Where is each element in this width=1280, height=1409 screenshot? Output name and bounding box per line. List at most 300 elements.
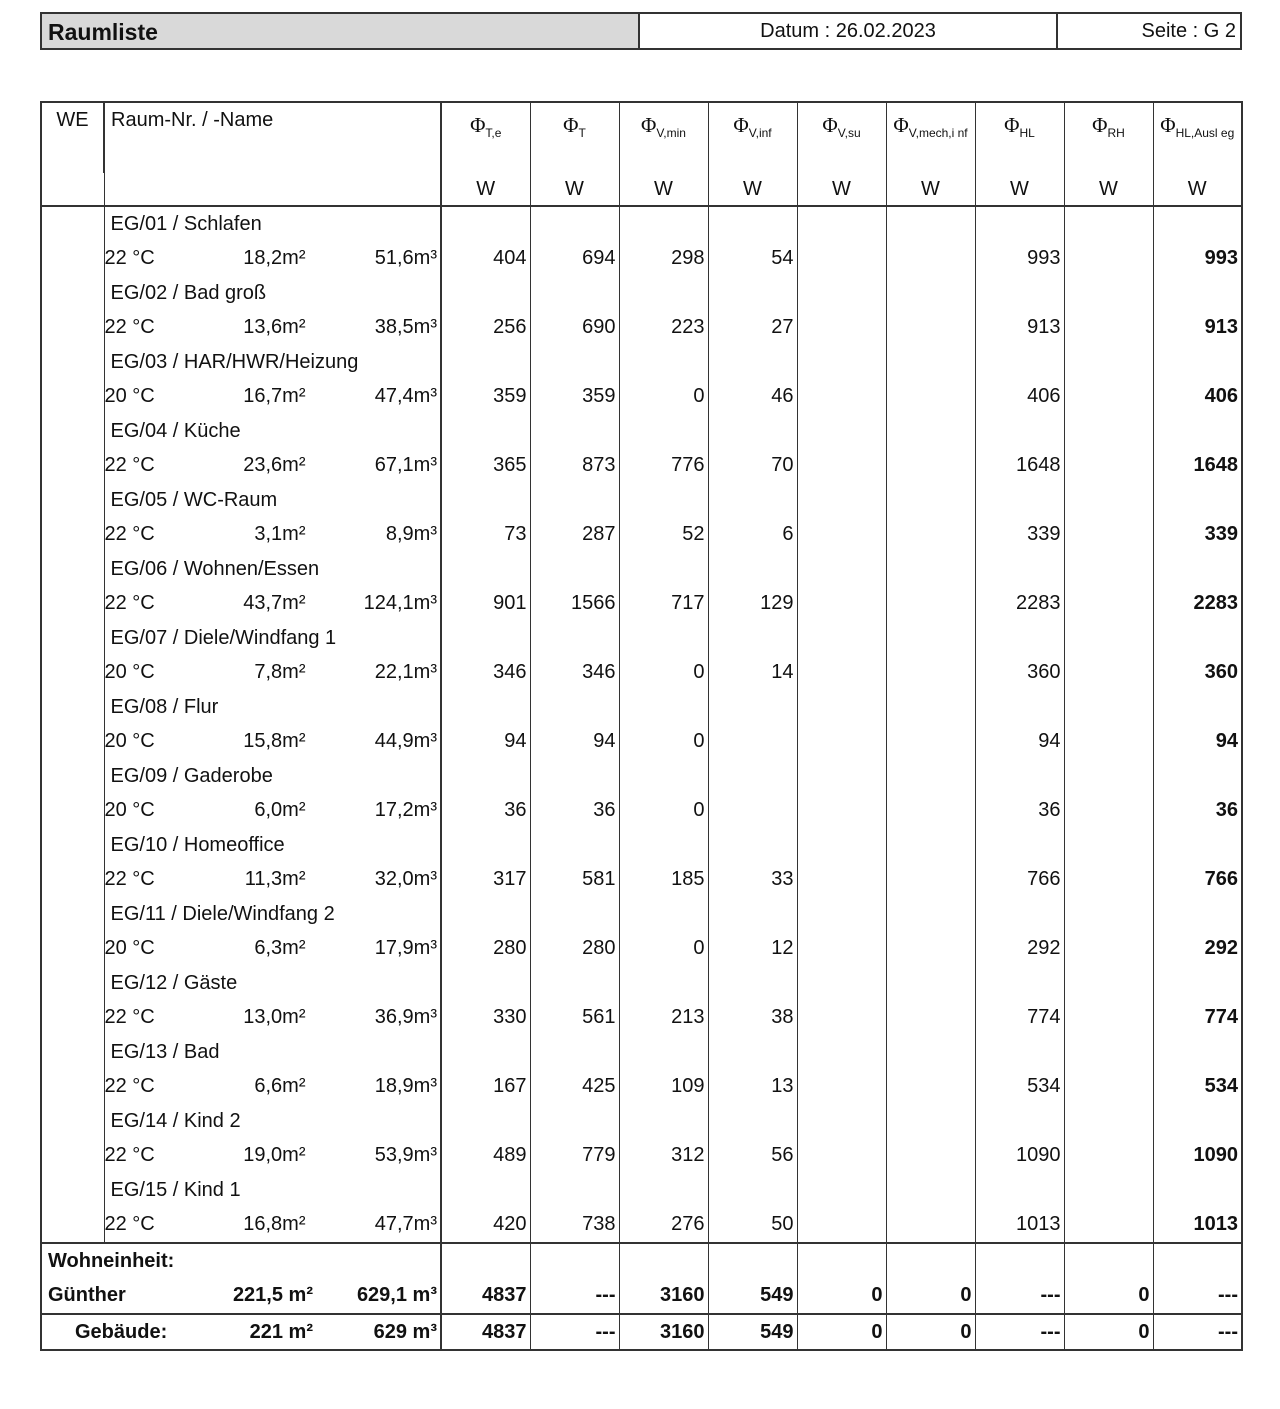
value-cell: 489 (441, 1139, 530, 1174)
value-cell: 766 (1153, 863, 1242, 898)
value-cell: 312 (619, 1139, 708, 1174)
value-cell (797, 518, 886, 553)
room-temperature: 22 °C (104, 523, 155, 546)
value-cell (1064, 1070, 1153, 1105)
room-dimensions (104, 242, 441, 277)
value-cell (530, 552, 619, 587)
we-cell (41, 1070, 104, 1105)
room-temperature: 20 °C (104, 730, 155, 753)
value-cell (708, 1243, 797, 1279)
room-area: 6,6m² (254, 1075, 306, 1098)
value-cell (797, 1208, 886, 1244)
value-cell (886, 966, 975, 1001)
room-volume: 67,1m³ (374, 454, 437, 477)
value-cell: 993 (1153, 242, 1242, 277)
unit-summary-row (41, 1279, 1242, 1315)
room-data-row (41, 1001, 1242, 1036)
room-name-row (41, 552, 1242, 587)
value-cell (1153, 1173, 1242, 1208)
col-name-header: Raum-Nr. / -Name (104, 102, 441, 173)
value-cell (530, 345, 619, 380)
value-cell (886, 380, 975, 415)
value-cell (708, 414, 797, 449)
value-cell: 12 (708, 932, 797, 967)
value-cell (441, 1104, 530, 1139)
value-cell (1064, 414, 1153, 449)
value-cell (797, 276, 886, 311)
value-cell: 46 (708, 380, 797, 415)
we-cell (41, 1173, 104, 1208)
value-cell (886, 690, 975, 725)
room-temperature: 22 °C (104, 1075, 155, 1098)
value-cell (1064, 656, 1153, 691)
room-name-row (41, 206, 1242, 242)
value-cell: 280 (441, 932, 530, 967)
value-cell: 0 (797, 1314, 886, 1350)
value-cell: 298 (619, 242, 708, 277)
value-cell (1064, 1173, 1153, 1208)
value-cell (886, 311, 975, 346)
value-cell: --- (530, 1279, 619, 1315)
value-cell: 292 (1153, 932, 1242, 967)
value-cell: 766 (975, 863, 1064, 898)
room-list-table (40, 101, 1243, 1351)
value-cell (886, 1001, 975, 1036)
unit-cell: W (708, 173, 797, 206)
we-cell (41, 794, 104, 829)
value-cell (797, 345, 886, 380)
value-cell (1064, 690, 1153, 725)
value-cell: 1648 (1153, 449, 1242, 484)
room-data-row (41, 449, 1242, 484)
col-header-phi-v-su: $\Phi_{V,su}$ (797, 102, 886, 173)
value-cell (619, 759, 708, 794)
value-cell: 1013 (975, 1208, 1064, 1244)
value-cell: 717 (619, 587, 708, 622)
value-cell: 36 (530, 794, 619, 829)
value-cell: 1566 (530, 587, 619, 622)
we-cell (41, 552, 104, 587)
value-cell (441, 414, 530, 449)
value-cell: 359 (441, 380, 530, 415)
col-header-phi-v-min: $\Phi_{V,min}$ (619, 102, 708, 173)
room-dimensions (104, 863, 441, 898)
value-cell: 223 (619, 311, 708, 346)
value-cell (975, 414, 1064, 449)
value-cell: 359 (530, 380, 619, 415)
value-cell (797, 897, 886, 932)
room-area: 13,6m² (243, 316, 306, 339)
value-cell: 6 (708, 518, 797, 553)
room-temperature: 22 °C (104, 316, 155, 339)
value-cell (708, 897, 797, 932)
room-name-row (41, 483, 1242, 518)
value-cell: 774 (1153, 1001, 1242, 1036)
value-cell (797, 1173, 886, 1208)
value-cell: 365 (441, 449, 530, 484)
value-cell (619, 897, 708, 932)
value-cell (619, 414, 708, 449)
value-cell (886, 863, 975, 898)
room-volume: 124,1m³ (363, 592, 437, 615)
room-name-row (41, 1173, 1242, 1208)
we-cell (41, 1208, 104, 1244)
room-temperature: 22 °C (104, 592, 155, 615)
room-volume: 47,4m³ (374, 385, 437, 408)
value-cell (797, 449, 886, 484)
value-cell: 339 (975, 518, 1064, 553)
value-cell (975, 759, 1064, 794)
room-name-row (41, 897, 1242, 932)
col-header-phi-hl-ausl-eg: $\Phi_{HL,Ausl eg}$ (1153, 102, 1242, 173)
value-cell: 0 (619, 794, 708, 829)
value-cell (975, 1243, 1064, 1279)
value-cell (708, 1104, 797, 1139)
value-cell: 3160 (619, 1314, 708, 1350)
gebaeude-totals (41, 1314, 441, 1350)
value-cell (797, 621, 886, 656)
value-cell (1064, 449, 1153, 484)
value-cell (530, 759, 619, 794)
room-dimensions (104, 311, 441, 346)
value-cell (1064, 1001, 1153, 1036)
room-name-row (41, 414, 1242, 449)
value-cell (886, 932, 975, 967)
room-volume: 44,9m³ (374, 730, 437, 753)
room-area: 16,8m² (243, 1213, 306, 1236)
value-cell: 109 (619, 1070, 708, 1105)
we-cell (41, 1001, 104, 1036)
value-cell: 13 (708, 1070, 797, 1105)
room-name: EG/01 / Schlafen (110, 212, 262, 235)
value-cell (530, 1035, 619, 1070)
room-dimensions (104, 1208, 441, 1244)
room-dimensions (104, 449, 441, 484)
value-cell (1064, 794, 1153, 829)
value-cell (975, 966, 1064, 1001)
wohneinheit-totals (41, 1279, 441, 1315)
value-cell: 50 (708, 1208, 797, 1244)
room-temperature: 20 °C (104, 661, 155, 684)
value-cell: 690 (530, 311, 619, 346)
value-cell (797, 242, 886, 277)
value-cell: 94 (530, 725, 619, 760)
value-cell (530, 483, 619, 518)
value-cell: 317 (441, 863, 530, 898)
we-cell (41, 311, 104, 346)
value-cell (1064, 552, 1153, 587)
value-cell (886, 621, 975, 656)
value-cell: 993 (975, 242, 1064, 277)
col-header-phi-rh: $\Phi_{RH}$ (1064, 102, 1153, 173)
room-name: EG/15 / Kind 1 (110, 1178, 241, 1201)
value-cell (886, 206, 975, 242)
we-cell (41, 518, 104, 553)
value-cell (441, 1035, 530, 1070)
value-cell: 94 (441, 725, 530, 760)
wohneinheit-volume: 629,1 m³ (356, 1284, 437, 1307)
we-cell (41, 1035, 104, 1070)
value-cell: --- (1153, 1314, 1242, 1350)
value-cell (886, 483, 975, 518)
value-cell (975, 483, 1064, 518)
value-cell (797, 414, 886, 449)
we-cell (41, 449, 104, 484)
value-cell (619, 966, 708, 1001)
room-temperature: 22 °C (104, 454, 155, 477)
value-cell (619, 1243, 708, 1279)
value-cell (975, 1173, 1064, 1208)
we-cell (41, 863, 104, 898)
value-cell (530, 206, 619, 242)
room-volume: 32,0m³ (374, 868, 437, 891)
value-cell: 406 (975, 380, 1064, 415)
room-volume: 36,9m³ (374, 1006, 437, 1029)
value-cell: 2283 (1153, 587, 1242, 622)
value-cell: 404 (441, 242, 530, 277)
value-cell (441, 552, 530, 587)
value-cell: 292 (975, 932, 1064, 967)
value-cell (530, 621, 619, 656)
value-cell (530, 1173, 619, 1208)
room-area: 18,2m² (243, 247, 306, 270)
value-cell (797, 380, 886, 415)
gebaeude-area: 221 m² (249, 1320, 313, 1343)
value-cell (886, 897, 975, 932)
room-data-row (41, 242, 1242, 277)
value-cell: 73 (441, 518, 530, 553)
page-header (40, 12, 1242, 50)
value-cell (1064, 1035, 1153, 1070)
value-cell: 425 (530, 1070, 619, 1105)
room-area: 6,3m² (254, 937, 306, 960)
value-cell (530, 1104, 619, 1139)
value-cell: 1090 (975, 1139, 1064, 1174)
value-cell (797, 690, 886, 725)
value-cell (797, 1035, 886, 1070)
room-data-row (41, 725, 1242, 760)
room-dimensions (104, 932, 441, 967)
value-cell (619, 206, 708, 242)
value-cell (1153, 1104, 1242, 1139)
room-data-row (41, 311, 1242, 346)
col-header-phi-v-inf: $\Phi_{V,inf}$ (708, 102, 797, 173)
unit-summary-label-row (41, 1243, 1242, 1279)
value-cell (619, 1035, 708, 1070)
room-area: 16,7m² (243, 385, 306, 408)
col-header-phi-t-e: $\Phi_{T,e}$ (441, 102, 530, 173)
value-cell: 346 (530, 656, 619, 691)
value-cell (797, 206, 886, 242)
value-cell: 185 (619, 863, 708, 898)
value-cell (1153, 276, 1242, 311)
value-cell: 901 (441, 587, 530, 622)
value-cell (797, 483, 886, 518)
room-data-row (41, 380, 1242, 415)
value-cell (975, 1035, 1064, 1070)
value-cell: 549 (708, 1279, 797, 1315)
value-cell (530, 414, 619, 449)
value-cell: 0 (1064, 1279, 1153, 1315)
room-name: EG/13 / Bad (110, 1040, 220, 1063)
value-cell (1064, 1208, 1153, 1244)
value-cell (886, 345, 975, 380)
we-cell (41, 345, 104, 380)
value-cell (441, 828, 530, 863)
value-cell (1153, 897, 1242, 932)
value-cell (886, 587, 975, 622)
room-dimensions (104, 518, 441, 553)
room-name: EG/06 / Wohnen/Essen (110, 557, 320, 580)
unit-row (41, 173, 1242, 206)
we-cell (41, 1104, 104, 1139)
value-cell (797, 1070, 886, 1105)
value-cell: 1090 (1153, 1139, 1242, 1174)
value-cell (1064, 863, 1153, 898)
value-cell: 0 (797, 1279, 886, 1315)
value-cell (797, 1243, 886, 1279)
value-cell: 38 (708, 1001, 797, 1036)
wohneinheit-label-text: Wohneinheit: (48, 1249, 175, 1272)
value-cell: 873 (530, 449, 619, 484)
room-volume: 17,2m³ (374, 799, 437, 822)
room-name: EG/05 / WC-Raum (110, 488, 278, 511)
value-cell: 738 (530, 1208, 619, 1244)
value-cell (619, 1173, 708, 1208)
value-cell: 694 (530, 242, 619, 277)
value-cell (708, 759, 797, 794)
room-volume: 53,9m³ (374, 1144, 437, 1167)
unit-cell: W (886, 173, 975, 206)
value-cell (975, 621, 1064, 656)
we-cell (41, 897, 104, 932)
value-cell (708, 725, 797, 760)
value-cell (797, 1104, 886, 1139)
value-cell (886, 1035, 975, 1070)
unit-cell: W (975, 173, 1064, 206)
unit-cell: W (619, 173, 708, 206)
value-cell (619, 621, 708, 656)
value-cell (886, 1104, 975, 1139)
room-name-row (41, 690, 1242, 725)
value-cell: 94 (975, 725, 1064, 760)
value-cell (1064, 932, 1153, 967)
value-cell (441, 1243, 530, 1279)
value-cell (708, 621, 797, 656)
value-cell (1064, 828, 1153, 863)
value-cell (708, 345, 797, 380)
value-cell (886, 1208, 975, 1244)
value-cell (886, 1139, 975, 1174)
value-cell (975, 690, 1064, 725)
value-cell (1064, 345, 1153, 380)
room-name: EG/07 / Diele/Windfang 1 (110, 626, 337, 649)
room-data-row (41, 932, 1242, 967)
value-cell: 549 (708, 1314, 797, 1350)
room-dimensions (104, 656, 441, 691)
room-area: 7,8m² (254, 661, 306, 684)
room-temperature: 22 °C (104, 1006, 155, 1029)
gebaeude-label: Gebäude: (75, 1320, 168, 1343)
we-cell (41, 414, 104, 449)
we-cell (41, 828, 104, 863)
room-dimensions (104, 1001, 441, 1036)
room-data-row (41, 518, 1242, 553)
gebaeude-volume: 629 m³ (373, 1320, 437, 1343)
value-cell: 360 (975, 656, 1064, 691)
value-cell: 913 (1153, 311, 1242, 346)
value-cell (886, 242, 975, 277)
value-cell (797, 552, 886, 587)
value-cell (708, 483, 797, 518)
room-data-row (41, 794, 1242, 829)
value-cell (1064, 587, 1153, 622)
value-cell: 167 (441, 1070, 530, 1105)
room-name: EG/10 / Homeoffice (110, 833, 285, 856)
value-cell: 54 (708, 242, 797, 277)
value-cell (886, 449, 975, 484)
value-cell (797, 1001, 886, 1036)
we-cell (41, 656, 104, 691)
room-name: EG/11 / Diele/Windfang 2 (110, 902, 335, 925)
room-area: 23,6m² (243, 454, 306, 477)
value-cell: --- (1153, 1279, 1242, 1315)
room-volume: 38,5m³ (374, 316, 437, 339)
room-area: 11,3m² (244, 868, 306, 891)
room-name: EG/04 / Küche (110, 419, 241, 442)
value-cell (975, 897, 1064, 932)
room-dimensions (104, 1070, 441, 1105)
value-cell (1064, 1104, 1153, 1139)
value-cell: 276 (619, 1208, 708, 1244)
value-cell (1153, 345, 1242, 380)
value-cell: 0 (886, 1314, 975, 1350)
value-cell (797, 587, 886, 622)
value-cell: 0 (619, 380, 708, 415)
value-cell (619, 483, 708, 518)
we-cell (41, 1139, 104, 1174)
value-cell (441, 690, 530, 725)
value-cell (441, 1173, 530, 1208)
value-cell (797, 932, 886, 967)
value-cell: 3160 (619, 1279, 708, 1315)
value-cell (530, 690, 619, 725)
value-cell (1153, 483, 1242, 518)
value-cell (1064, 276, 1153, 311)
page-number: Seite : G 2 (1141, 20, 1236, 42)
room-area: 13,0m² (243, 1006, 306, 1029)
room-data-row (41, 863, 1242, 898)
room-volume: 47,7m³ (374, 1213, 437, 1236)
we-cell (41, 759, 104, 794)
value-cell (1064, 966, 1153, 1001)
value-cell: 420 (441, 1208, 530, 1244)
value-cell (1064, 311, 1153, 346)
room-name-row (41, 276, 1242, 311)
value-cell (797, 759, 886, 794)
room-name: EG/03 / HAR/HWR/Heizung (110, 350, 359, 373)
page-title: Raumliste (42, 14, 640, 48)
value-cell (530, 966, 619, 1001)
value-cell (1153, 690, 1242, 725)
value-cell: 0 (886, 1279, 975, 1315)
value-cell (797, 828, 886, 863)
we-cell (41, 242, 104, 277)
value-cell: 330 (441, 1001, 530, 1036)
value-cell: 52 (619, 518, 708, 553)
value-cell (1064, 380, 1153, 415)
value-cell (886, 1070, 975, 1105)
